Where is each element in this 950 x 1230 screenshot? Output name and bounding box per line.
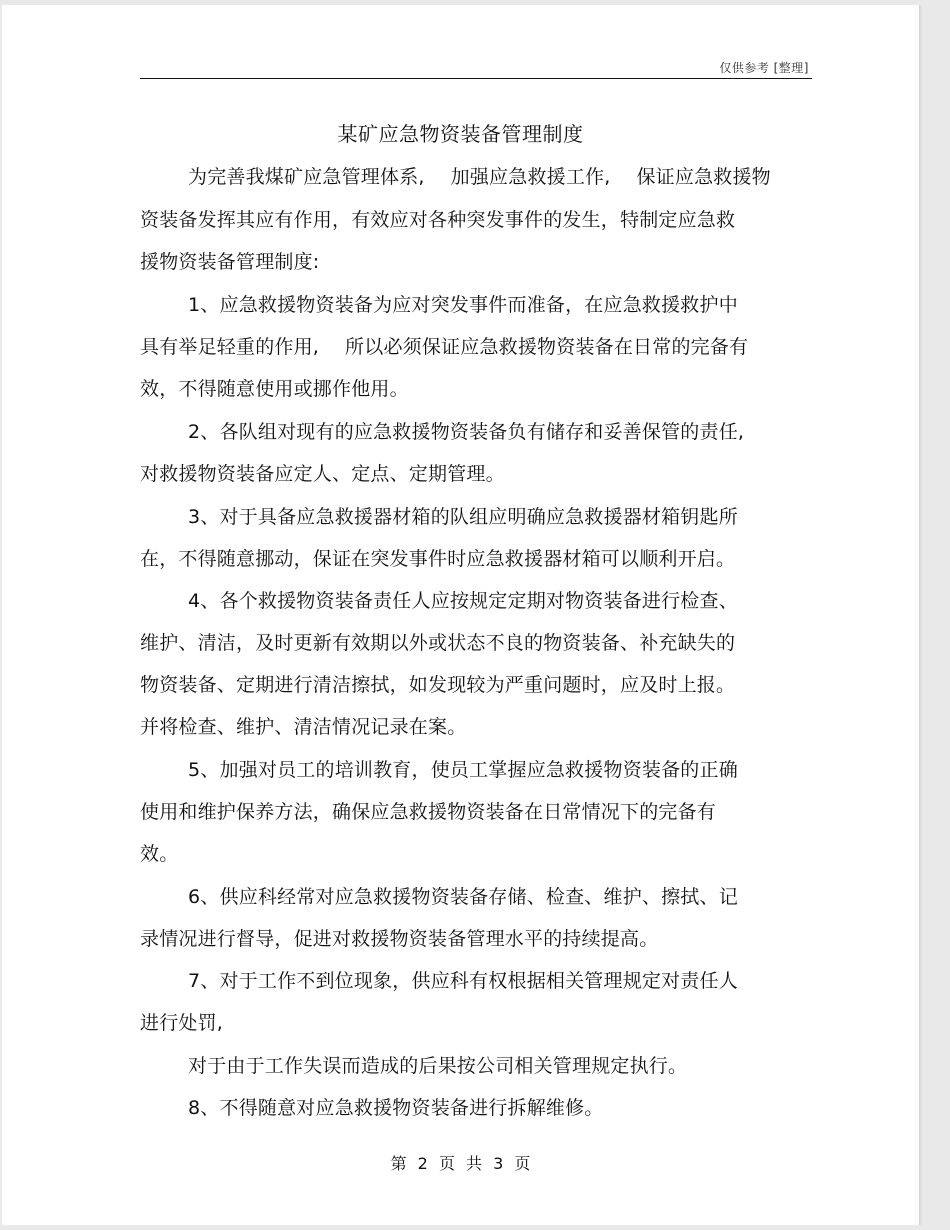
intro-line-1-part-a: 为完善我煤矿应急管理体系, [188, 166, 425, 188]
item-3-line-2: 在，不得随意挪动，保证在突发事件时应急救援器材箱可以顺利开启。 [140, 548, 736, 570]
intro-line-1-part-b: 加强应急救援工作, [450, 166, 611, 188]
document-title: 某矿应急物资装备管理制度 [337, 122, 584, 146]
item-4-line-3: 物资装备、定期进行清洁擦拭，如发现较为严重问题时，应及时上报。 [140, 674, 736, 696]
item-1-line-1: 1、应急救援物资装备为应对突发事件而准备，在应急救援救护中 [188, 294, 738, 316]
item-6-line-1: 6、供应科经常对应急救援物资装备存储、检查、维护、擦拭、记 [188, 886, 738, 908]
item-2-line-1: 2、各队组对现有的应急救援物资装备负有储存和妥善保管的责任, [188, 421, 745, 443]
item-4-line-2: 维护、清洁，及时更新有效期以外或状态不良的物资装备、补充缺失的 [140, 632, 736, 654]
item-1-line-2-part-a: 具有举足轻重的作用, [140, 336, 320, 358]
item-7-line-3: 对于由于工作失误而造成的后果按公司相关管理规定执行。 [188, 1055, 688, 1077]
item-5-line-3: 效。 [140, 843, 179, 865]
header-divider [140, 78, 812, 79]
intro-line-3: 援物资装备管理制度: [140, 251, 320, 273]
item-1-line-3: 效，不得随意使用或挪作他用。 [140, 378, 409, 400]
item-7-line-1: 7、对于工作不到位现象，供应科有权根据相关管理规定对责任人 [188, 970, 738, 992]
item-3-line-1: 3、对于具备应急救援器材箱的队组应明确应急救援器材箱钥匙所 [188, 506, 738, 528]
intro-line-2: 资装备发挥其应有作用，有效应对各种突发事件的发生，特制定应急救 [140, 209, 736, 231]
intro-line-1-part-c: 保证应急救援物 [636, 166, 771, 188]
item-2-line-2: 对救援物资装备应定人、定点、定期管理。 [140, 463, 505, 485]
item-5-line-2: 使用和维护保养方法，确保应急救援物资装备在日常情况下的完备有 [140, 801, 717, 823]
item-8-line-1: 8、不得随意对应急救援物资装备进行拆解维修。 [188, 1097, 604, 1119]
intro-line-1 [188, 165, 771, 189]
item-1-line-2 [140, 335, 748, 359]
item-4-line-1: 4、各个救援物资装备责任人应按规定定期对物资装备进行检查、 [188, 590, 738, 612]
item-1-line-2-part-b: 所以必须保证应急救援物资装备在日常的完备有 [345, 336, 749, 358]
item-7-line-2: 进行处罚, [140, 1012, 224, 1034]
item-4-line-4: 并将检查、维护、清洁情况记录在案。 [140, 716, 467, 738]
item-5-line-1: 5、加强对员工的培训教育，使员工掌握应急救援物资装备的正确 [188, 759, 738, 781]
header-note: 仅供参考 [整理] [719, 61, 809, 75]
document-page [2, 5, 919, 1225]
item-6-line-2: 录情况进行督导，促进对救援物资装备管理水平的持续提高。 [140, 928, 659, 950]
page-number: 第 2 页 共 3 页 [390, 1154, 531, 1173]
